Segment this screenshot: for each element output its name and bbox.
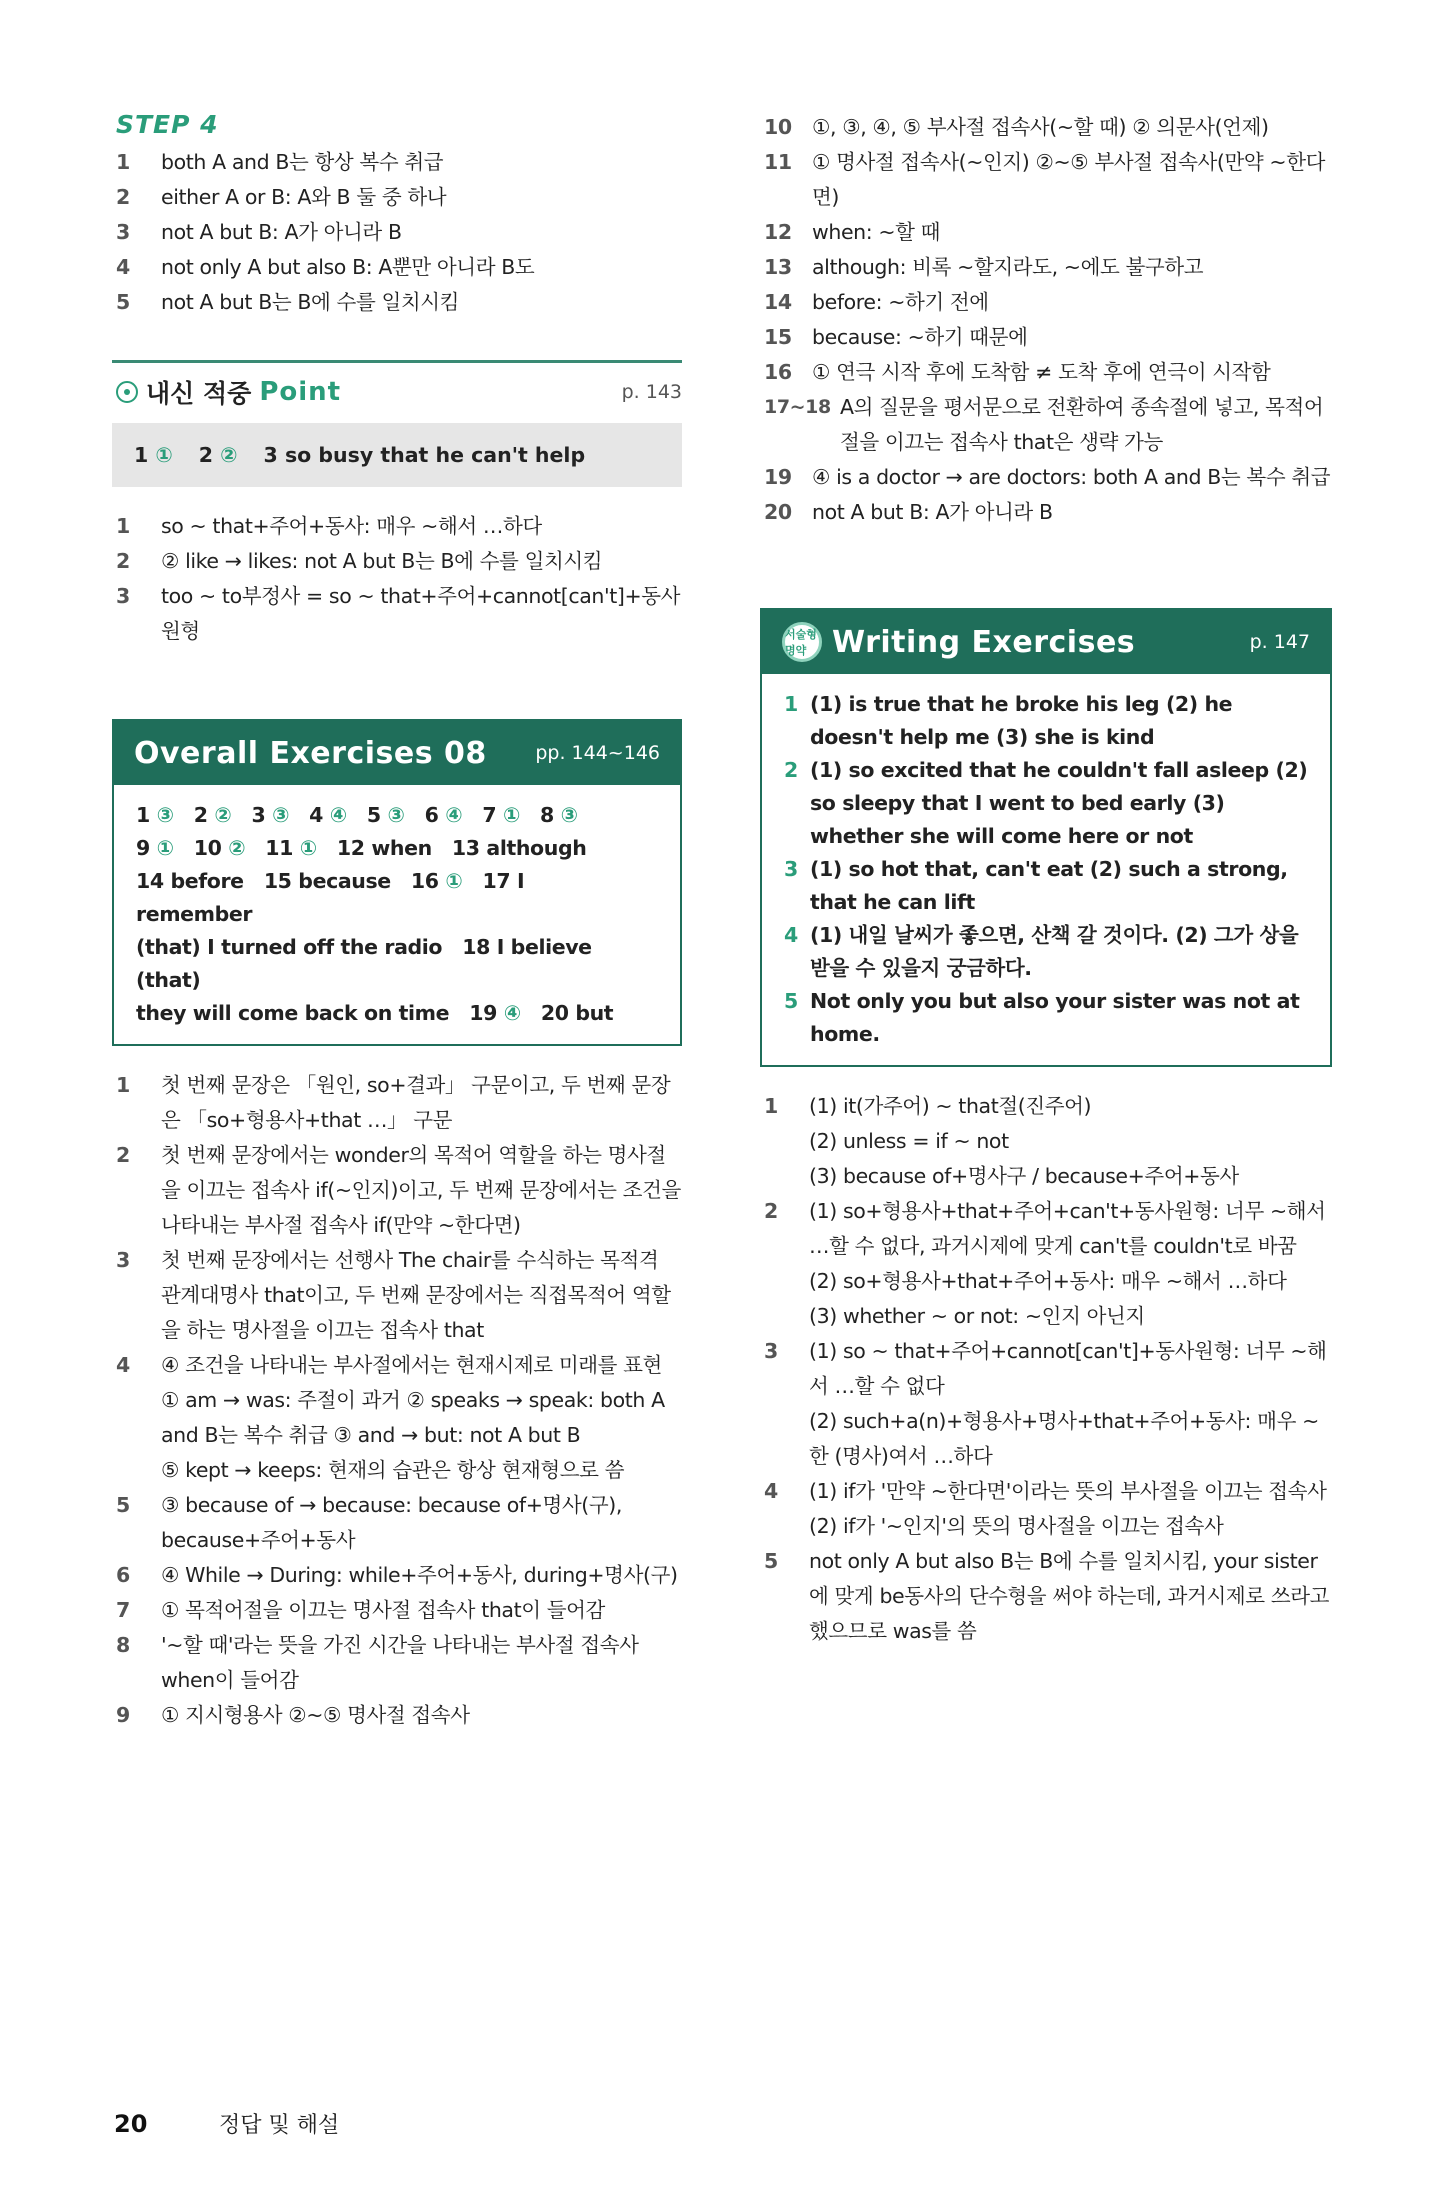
overall-exercises-pages: pp. 144~146: [535, 742, 660, 764]
item-text: before: ~하기 전에: [812, 290, 989, 314]
answer-value: but: [575, 1001, 614, 1025]
item-number: 4: [764, 1479, 778, 1503]
item-number: 1: [116, 514, 130, 538]
list-item: [112, 509, 682, 544]
item-number: 1: [116, 150, 130, 174]
item-text: A의 질문을 평서문으로 전환하여 종속절에 넣고, 목적어절을 이끄는 접속사 that은 생략 가능: [840, 395, 1324, 454]
item-text: 첫 번째 문장에서는 wonder의 목적어 역할을 하는 명사절을 이끄는 접속사 if(~인지)이고, 두 번째 문장에서는 조건을 나타내는 부사절 접속사 if(만약 ~한다면): [161, 1143, 681, 1237]
answer-line: [136, 931, 658, 997]
answer-number: 14: [136, 869, 164, 893]
item-number: 2: [116, 549, 130, 573]
answer-number: 8: [540, 803, 554, 827]
list-item: [112, 1593, 682, 1628]
item-number: 1: [764, 1094, 778, 1118]
answer-value: (that) I turned off the radio: [136, 935, 443, 959]
writing-exercises-box: [760, 608, 1332, 1067]
item-text: (1) is true that he broke his leg (2) he doesn't help me (3) she is kind: [810, 692, 1233, 749]
answer-number: 11: [265, 836, 294, 860]
point-page-ref: p. 143: [621, 381, 682, 403]
writing-answers: [762, 674, 1330, 1065]
list-item: [760, 1334, 1332, 1474]
answer-value: I believe (that): [136, 935, 592, 992]
item-text: ① 목적어절을 이끄는 명사절 접속사 that이 들어감: [161, 1598, 605, 1622]
item-text: when: ~할 때: [812, 220, 941, 244]
item-text: (2) if가 '~인지'의 뜻의 명사절을 이끄는 접속사: [809, 1514, 1224, 1538]
item-subtext: ⑤ kept → keeps: 현재의 습관은 항상 현재형으로 씀: [161, 1458, 625, 1482]
item-text: (1) so ~ that+주어+cannot[can't]+동사원형: 너무 ~해서 …할 수 없다: [809, 1339, 1327, 1398]
item-text: ① 연극 시작 후에 도착함 ≠ 도착 후에 연극이 시작함: [812, 360, 1271, 384]
item-number: 19: [764, 465, 792, 489]
answer-value: when: [371, 836, 432, 860]
item-number: 17~18: [764, 396, 831, 418]
answer-value: ①: [156, 836, 174, 860]
answer-number: 3: [263, 443, 278, 467]
item-number: 5: [784, 989, 798, 1013]
item-number: 2: [764, 1199, 778, 1223]
answer-number: 12: [336, 836, 365, 860]
answer-value: ④: [329, 803, 347, 827]
item-number: 3: [764, 1339, 778, 1363]
item-text: not A but B는 B에 수를 일치시킴: [161, 290, 460, 314]
item-text: '~할 때'라는 뜻을 가진 시간을 나타내는 부사절 접속사 when이 들어감: [161, 1633, 639, 1692]
answer-value: ③: [560, 803, 578, 827]
item-text: Not only you but also your sister was not at home.: [810, 989, 1300, 1046]
answer-value: ①: [502, 803, 520, 827]
item-text: so ~ that+주어+동사: 매우 ~해서 …하다: [161, 514, 542, 538]
list-item: [112, 1243, 682, 1348]
list-item: [112, 1068, 682, 1138]
page-number: 20: [114, 2109, 148, 2138]
answer-number: 7: [482, 803, 497, 827]
list-item: [784, 985, 1308, 1051]
item-number: 4: [116, 1353, 130, 1377]
answer-value: ③: [272, 803, 290, 827]
writing-explanation-list: [760, 1089, 1332, 1649]
answer-value: before: [170, 869, 244, 893]
overall-explanation-list-continued: [760, 110, 1332, 530]
overall-exercises-title: Overall Exercises 08: [134, 735, 487, 771]
answer-value: although: [486, 836, 587, 860]
item-number: 13: [764, 255, 792, 279]
answer-value: ①: [299, 836, 317, 860]
writing-exercises-header: [762, 610, 1330, 674]
list-item: [112, 1488, 682, 1558]
item-number: 7: [116, 1598, 130, 1622]
item-number: 14: [764, 290, 792, 314]
item-text: 첫 번째 문장은 「원인, so+결과」 구문이고, 두 번째 문장은 「so+형용사+that …」 구문: [161, 1073, 671, 1132]
item-number: 2: [784, 758, 798, 782]
item-number: 8: [116, 1633, 130, 1657]
list-item: [760, 1544, 1332, 1649]
item-number: 5: [764, 1549, 778, 1573]
item-text: (3) whether ~ or not: ~인지 아닌지: [809, 1304, 1145, 1328]
answer-line: [136, 865, 658, 931]
answer-number: 6: [424, 803, 439, 827]
list-item: [760, 1089, 1332, 1194]
list-item: [112, 285, 682, 320]
item-text: although: 비록 ~할지라도, ~에도 불구하고: [812, 255, 1204, 279]
item-number: 3: [116, 584, 130, 608]
answer-value: ④: [445, 803, 463, 827]
item-text: (2) so+형용사+that+주어+동사: 매우 ~해서 …하다: [809, 1269, 1287, 1293]
page-footer: [114, 2108, 339, 2139]
item-text: because: ~하기 때문에: [812, 325, 1028, 349]
item-text: (1) so excited that he couldn't fall asleep (2) so sleepy that I went to bed early (3) whether she will come here or not: [810, 758, 1308, 848]
item-text: ④ 조건을 나타내는 부사절에서는 현재시제로 미래를 표현: [161, 1353, 662, 1377]
list-item: [784, 754, 1308, 853]
overall-exercises-box: [112, 719, 682, 1046]
point-answer-box: [112, 423, 682, 487]
list-item: [760, 145, 1332, 215]
answer-number: 1: [136, 803, 150, 827]
list-item: [112, 250, 682, 285]
item-text: not A but B: A가 아니라 B: [161, 220, 402, 244]
item-text: (2) unless = if ~ not: [809, 1129, 1009, 1153]
answer-number: 3: [251, 803, 266, 827]
list-item: [760, 460, 1332, 495]
item-number: 1: [116, 1073, 130, 1097]
item-number: 4: [116, 255, 130, 279]
item-text: (1) so hot that, can't eat (2) such a strong, that he can lift: [810, 857, 1288, 914]
item-text: (3) because of+명사구 / because+주어+동사: [809, 1164, 1239, 1188]
list-item: [760, 495, 1332, 530]
answer-value: ②: [220, 443, 238, 467]
right-column: [760, 110, 1332, 1649]
item-text: (1) 내일 날씨가 좋으면, 산책 갈 것이다. (2) 그가 상을 받을 수 있을지 궁금하다.: [810, 923, 1299, 980]
list-item: [112, 1698, 682, 1733]
answer-value: so busy that he can't help: [284, 443, 586, 467]
item-text: (1) if가 '만약 ~한다면'이라는 뜻의 부사절을 이끄는 접속사: [809, 1479, 1327, 1503]
answer-number: 20: [540, 1001, 569, 1025]
step4-title: STEP 4: [116, 110, 219, 139]
item-number: 20: [764, 500, 792, 524]
answer-number: 18: [462, 935, 490, 959]
list-item: [760, 355, 1332, 390]
answer-number: 1: [134, 443, 149, 467]
answer-number: 10: [193, 836, 222, 860]
item-subtext: ① am → was: 주절이 과거 ② speaks → speak: both A and B는 복수 취급 ③ and → but: not A but B: [161, 1388, 665, 1447]
item-number: 9: [116, 1703, 130, 1727]
item-text: both A and B는 항상 복수 취급: [161, 150, 444, 174]
list-item: [112, 544, 682, 579]
item-number: 3: [116, 220, 130, 244]
step4-list: [112, 145, 682, 320]
answer-number: 9: [136, 836, 150, 860]
item-text: not only A but also B는 B에 수를 일치시킴, your sister에 맞게 be동사의 단수형을 써야 하는데, 과거시제로 쓰라고 했으므로 was를 씀: [809, 1549, 1330, 1643]
target-icon: [116, 381, 138, 403]
list-item: [112, 1138, 682, 1243]
item-number: 3: [116, 1248, 130, 1272]
answer-value: I remember: [136, 869, 525, 926]
item-text: not A but B: A가 아니라 B: [812, 500, 1053, 524]
answer-number: 16: [410, 869, 439, 893]
list-item: [112, 1558, 682, 1593]
list-item: [112, 1348, 682, 1488]
item-number: 5: [116, 1493, 130, 1517]
list-item: [112, 180, 682, 215]
left-column: [112, 110, 682, 1733]
answer-number: 19: [469, 1001, 497, 1025]
item-text: too ~ to부정사 = so ~ that+주어+cannot[can't]+동사원형: [161, 584, 681, 643]
item-number: 2: [116, 1143, 130, 1167]
point-explanation-list: [112, 509, 682, 649]
overall-answers: [114, 785, 680, 1044]
answer-value: ④: [503, 1001, 521, 1025]
overall-exercises-header: [114, 721, 680, 785]
item-text: (2) such+a(n)+형용사+명사+that+주어+동사: 매우 ~한 (명사)여서 …하다: [809, 1409, 1319, 1468]
item-text: not only A but also B: A뿐만 아니라 B도: [161, 255, 535, 279]
writing-exercises-page: p. 147: [1249, 631, 1310, 653]
item-number: 11: [764, 150, 792, 174]
item-text: ④ While → During: while+주어+동사, during+명사(구): [161, 1563, 678, 1587]
answer-number: 13: [451, 836, 480, 860]
answer-value: because: [298, 869, 391, 893]
answer-value: ③: [387, 803, 405, 827]
answer-number: 2: [193, 803, 208, 827]
item-number: 2: [116, 185, 130, 209]
answer-line: [136, 832, 658, 865]
item-text: either A or B: A와 B 둘 중 하나: [161, 185, 447, 209]
list-item: [112, 579, 682, 649]
list-item: [784, 688, 1308, 754]
item-number: 5: [116, 290, 130, 314]
item-number: 12: [764, 220, 792, 244]
list-item: [784, 919, 1308, 985]
answer-value: ①: [155, 443, 173, 467]
item-text: ④ is a doctor → are doctors: both A and B는 복수 취급: [812, 465, 1331, 489]
answer-value: ③: [156, 803, 174, 827]
list-item: [760, 285, 1332, 320]
item-number: 10: [764, 115, 792, 139]
answer-number: 17: [482, 869, 511, 893]
list-item: [760, 320, 1332, 355]
answer-value: ①: [445, 869, 463, 893]
item-text: ③ because of → because: because of+명사(구), because+주어+동사: [161, 1493, 623, 1552]
section-divider: [112, 360, 682, 363]
writing-badge-icon: 서술형 명약: [782, 622, 822, 662]
item-text: (1) so+형용사+that+주어+can't+동사원형: 너무 ~해서 …할 수 없다, 과거시제에 맞게 can't를 couldn't로 바꿈: [809, 1199, 1326, 1258]
list-item: [112, 1628, 682, 1698]
item-number: 4: [784, 923, 798, 947]
point-title-korean: 내신 적중: [146, 379, 252, 408]
item-number: 1: [784, 692, 798, 716]
item-text: ① 지시형용사 ②~⑤ 명사절 접속사: [161, 1703, 470, 1727]
list-item: [760, 390, 1332, 460]
point-title-english: Point: [259, 377, 342, 407]
answer-line: [136, 997, 658, 1030]
item-text: ①, ③, ④, ⑤ 부사절 접속사(~할 때) ② 의문사(언제): [812, 115, 1269, 139]
overall-explanation-list: [112, 1068, 682, 1733]
answer-number: 5: [366, 803, 381, 827]
list-item: [112, 215, 682, 250]
list-item: [760, 1474, 1332, 1544]
answer-line: [136, 799, 658, 832]
list-item: [112, 145, 682, 180]
item-number: 15: [764, 325, 792, 349]
answer-value: ②: [228, 836, 246, 860]
answer-value: ②: [214, 803, 232, 827]
footer-title: 정답 및 해설: [219, 2113, 340, 2138]
answer-number: 15: [263, 869, 292, 893]
answer-value: they will come back on time: [136, 1001, 450, 1025]
item-text: ② like → likes: not A but B는 B에 수를 일치시킴: [161, 549, 603, 573]
item-text: (1) it(가주어) ~ that절(진주어): [809, 1094, 1092, 1118]
list-item: [760, 1194, 1332, 1334]
point-header: [112, 375, 682, 409]
list-item: [760, 215, 1332, 250]
answer-number: 4: [309, 803, 324, 827]
item-number: 16: [764, 360, 792, 384]
list-item: [784, 853, 1308, 919]
item-text: ① 명사절 접속사(~인지) ②~⑤ 부사절 접속사(만약 ~한다면): [812, 150, 1326, 209]
answer-number: 2: [198, 443, 214, 467]
item-text: 첫 번째 문장에서는 선행사 The chair를 수식하는 목적격 관계대명사 that이고, 두 번째 문장에서는 직접목적어 역할을 하는 명사절을 이끄는 접속사 that: [161, 1248, 671, 1342]
list-item: [760, 250, 1332, 285]
writing-exercises-title: Writing Exercises: [832, 624, 1136, 660]
item-number: 6: [116, 1563, 130, 1587]
item-number: 3: [784, 857, 798, 881]
list-item: [760, 110, 1332, 145]
